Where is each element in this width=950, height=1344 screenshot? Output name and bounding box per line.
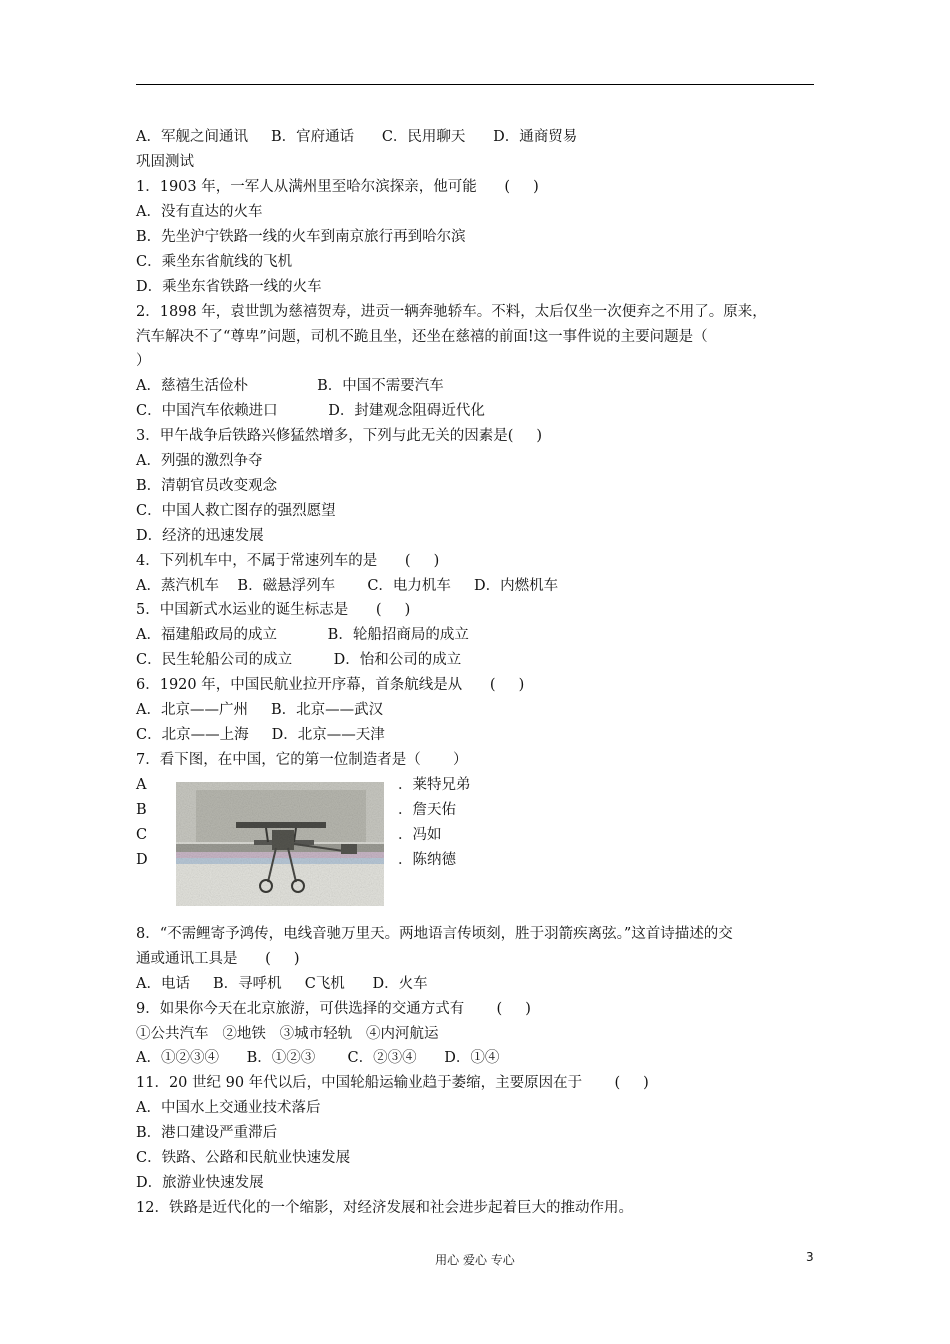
option-text: ．陈纳德: [398, 852, 456, 868]
text-line: D．乘坐东省铁路一线的火车: [136, 279, 322, 295]
text-line: A．蒸汽机车 B．磁悬浮列车 C．电力机车 D．内燃机车: [136, 578, 559, 594]
text-line: A．北京——广州 B．北京——武汉: [136, 702, 384, 718]
text-line: 8．“不需鲤寄予鸿传，电线音驰万里天。两地语言传顷刻，胜于羽箭疾离弦。”这首诗描述的交: [136, 926, 733, 942]
option-letter: B: [136, 802, 147, 818]
text-line: D．旅游业快速发展: [136, 1175, 264, 1191]
text-line: 4．下列机车中，不属于常速列车的是 ( ): [136, 553, 440, 569]
text-line: C．中国人救亡图存的强烈愿望: [136, 503, 336, 519]
section-heading: 巩固测试: [136, 154, 194, 170]
page-number: 3: [806, 1250, 814, 1264]
text-line: 11．20 世纪 90 年代以后，中国轮船运输业趋于萎缩，主要原因在于 ( ): [136, 1075, 649, 1091]
text-line: C．中国汽车依赖进口 D．封建观念阻碍近代化: [136, 403, 485, 419]
text-line: ）: [136, 353, 151, 369]
text-line: C．民生轮船公司的成立 D．怡和公司的成立: [136, 652, 462, 668]
text-line: 6．1920 年，中国民航业拉开序幕，首条航线是从 ( ): [136, 677, 525, 693]
text-line: A．列强的激烈争夺: [136, 453, 263, 469]
text-line: B．先坐沪宁铁路一线的火车到南京旅行再到哈尔滨: [136, 229, 466, 245]
text-line: 2．1898 年，袁世凯为慈禧贺寿，进贡一辆奔驰轿车。不料，太后仅坐一次便弃之不用了。原来，: [136, 304, 767, 320]
text-line: C．乘坐东省航线的飞机: [136, 254, 293, 270]
text-line: D．经济的迅速发展: [136, 528, 264, 544]
text-line: A．没有直达的火车: [136, 204, 263, 220]
text-line: A．军舰之间通讯 B．官府通话 C．民用聊天 D．通商贸易: [136, 129, 578, 145]
text-line: 通或通讯工具是 ( ): [136, 951, 300, 967]
text-line: B．港口建设严重滞后: [136, 1125, 278, 1141]
option-letter: A: [136, 777, 147, 793]
text-line: B．清朝官员改变观念: [136, 478, 278, 494]
option-letter: C: [136, 827, 148, 843]
text-line: 7．看下图，在中国，它的第一位制造者是（ ）: [136, 752, 468, 768]
text-line: ①公共汽车 ②地铁 ③城市轻轨 ④内河航运: [136, 1026, 439, 1042]
option-text: ．莱特兄弟: [398, 777, 471, 793]
text-line: 1．1903 年，一军人从满州里至哈尔滨探亲，他可能 ( ): [136, 179, 539, 195]
text-line: A．电话 B．寻呼机 C飞机 D．火车: [136, 976, 428, 992]
text-line: 3．甲午战争后铁路兴修猛然增多，下列与此无关的因素是( ): [136, 428, 543, 444]
page-footer: 用心 爱心 专心: [435, 1253, 515, 1267]
text-line: 汽车解决不了“尊卑”问题，司机不跪且坐，还坐在慈禧的前面!这一事件说的主要问题是（: [136, 329, 708, 345]
text-line: A．①②③④ B．①②③ C．②③④ D．①④: [136, 1050, 500, 1066]
option-text: ．冯如: [398, 827, 442, 843]
text-line: A．慈禧生活俭朴 B．中国不需要汽车: [136, 378, 444, 394]
header-rule: [136, 84, 814, 85]
text-line: A．中国水上交通业技术落后: [136, 1100, 321, 1116]
option-letter: D: [136, 852, 148, 868]
text-line: C．铁路、公路和民航业快速发展: [136, 1150, 351, 1166]
text-line: 9．如果你今天在北京旅游，可供选择的交通方式有 ( ): [136, 1001, 531, 1017]
text-line: A．福建船政局的成立 B．轮船招商局的成立: [136, 627, 469, 643]
early-airplane-photo: [176, 782, 384, 906]
text-line: 5．中国新式水运业的诞生标志是 ( ): [136, 602, 411, 618]
option-text: ．詹天佑: [398, 802, 456, 818]
text-line: C．北京——上海 D．北京——天津: [136, 727, 385, 743]
text-line: 12．铁路是近代化的一个缩影，对经济发展和社会进步起着巨大的推动作用。: [136, 1200, 633, 1216]
